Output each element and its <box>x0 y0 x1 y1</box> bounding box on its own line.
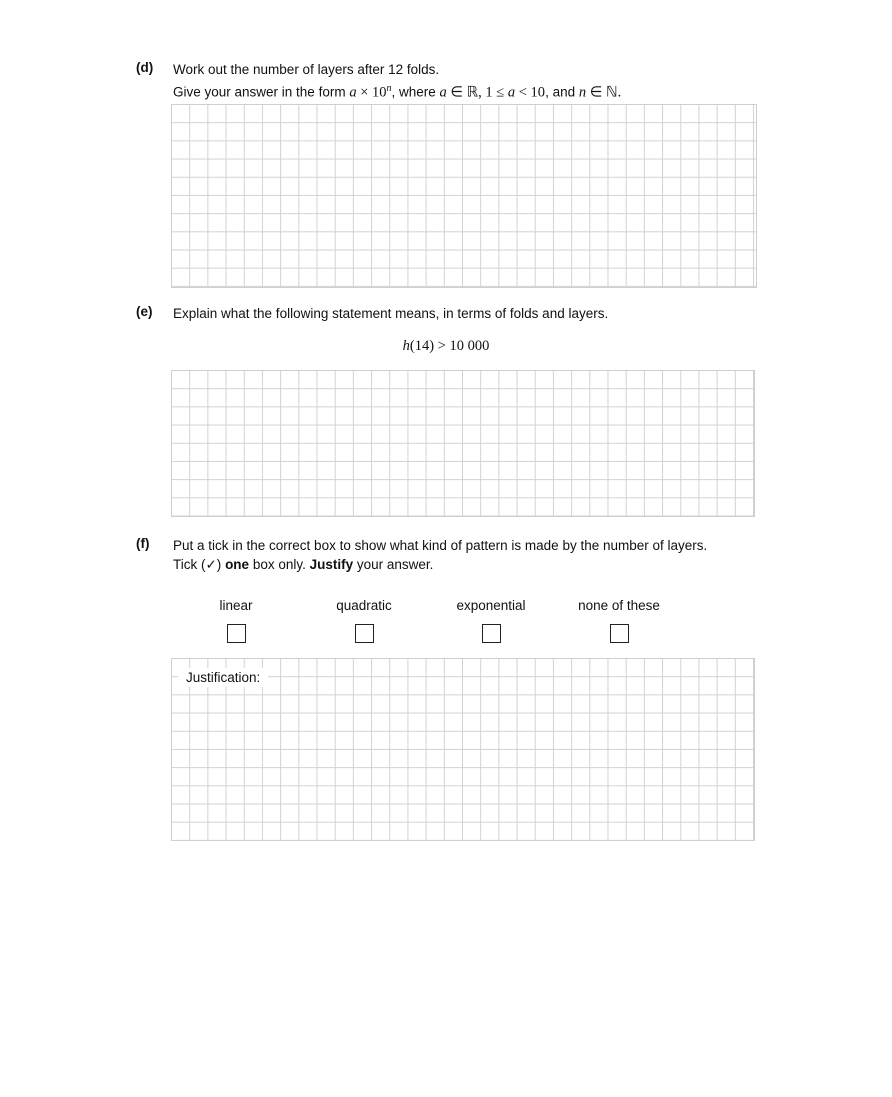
part-f-line2-b: box only. <box>249 557 310 572</box>
quadratic-checkbox[interactable] <box>355 624 374 643</box>
statement-h: h <box>402 338 410 354</box>
cond-n: n <box>578 84 587 101</box>
cond-lt-ten: < 10 <box>515 84 546 101</box>
part-f-line2-c: your answer. <box>353 557 434 572</box>
form-times-ten: × 10 <box>356 84 387 101</box>
part-f-bold-one: one <box>225 557 250 572</box>
form-a: a <box>349 84 357 101</box>
part-f-line1: Put a tick in the correct box to show what kind of pattern is made by the number of layers. <box>173 538 708 553</box>
exponential-checkbox[interactable] <box>482 624 501 643</box>
part-f-line2 <box>173 555 707 574</box>
part-f-bold-justify: Justify <box>309 557 354 572</box>
option-exponential-label: exponential <box>456 598 526 613</box>
statement-rest: (14) > 10 000 <box>409 338 490 354</box>
part-f-line2-a: Tick (✓) <box>173 557 226 572</box>
option-quadratic-label: quadratic <box>336 598 392 613</box>
part-e-question: Explain what the following statement means, in terms of folds and layers. <box>173 306 609 321</box>
part-d-line2 <box>173 79 621 103</box>
inequality-statement <box>0 338 892 355</box>
cond-a1: a <box>439 84 447 101</box>
part-e-label: (e) <box>136 304 153 319</box>
cond-in-r: ∈ ℝ, 1 ≤ <box>446 84 508 101</box>
justification-label: Justification: <box>178 668 268 687</box>
part-e-answer-grid[interactable] <box>171 370 755 517</box>
part-d-where: , where <box>391 84 440 100</box>
part-d-answer-grid[interactable] <box>171 104 757 288</box>
part-f-label: (f) <box>136 536 150 551</box>
linear-checkbox[interactable] <box>227 624 246 643</box>
part-d-question <box>173 60 621 103</box>
part-d-label: (d) <box>136 60 154 75</box>
form-exponent-n: n <box>386 83 392 94</box>
part-d-line1: Work out the number of layers after 12 folds. <box>173 62 440 77</box>
part-f-question <box>173 536 707 574</box>
part-d-and: , and <box>545 84 579 100</box>
none-of-these-checkbox[interactable] <box>610 624 629 643</box>
option-none-of-these-label: none of these <box>578 598 660 613</box>
option-linear-label: linear <box>219 598 253 613</box>
cond-in-n: ∈ ℕ. <box>586 84 622 101</box>
part-d-line2-prefix: Give your answer in the form <box>173 84 350 100</box>
cond-a2: a <box>507 84 516 101</box>
